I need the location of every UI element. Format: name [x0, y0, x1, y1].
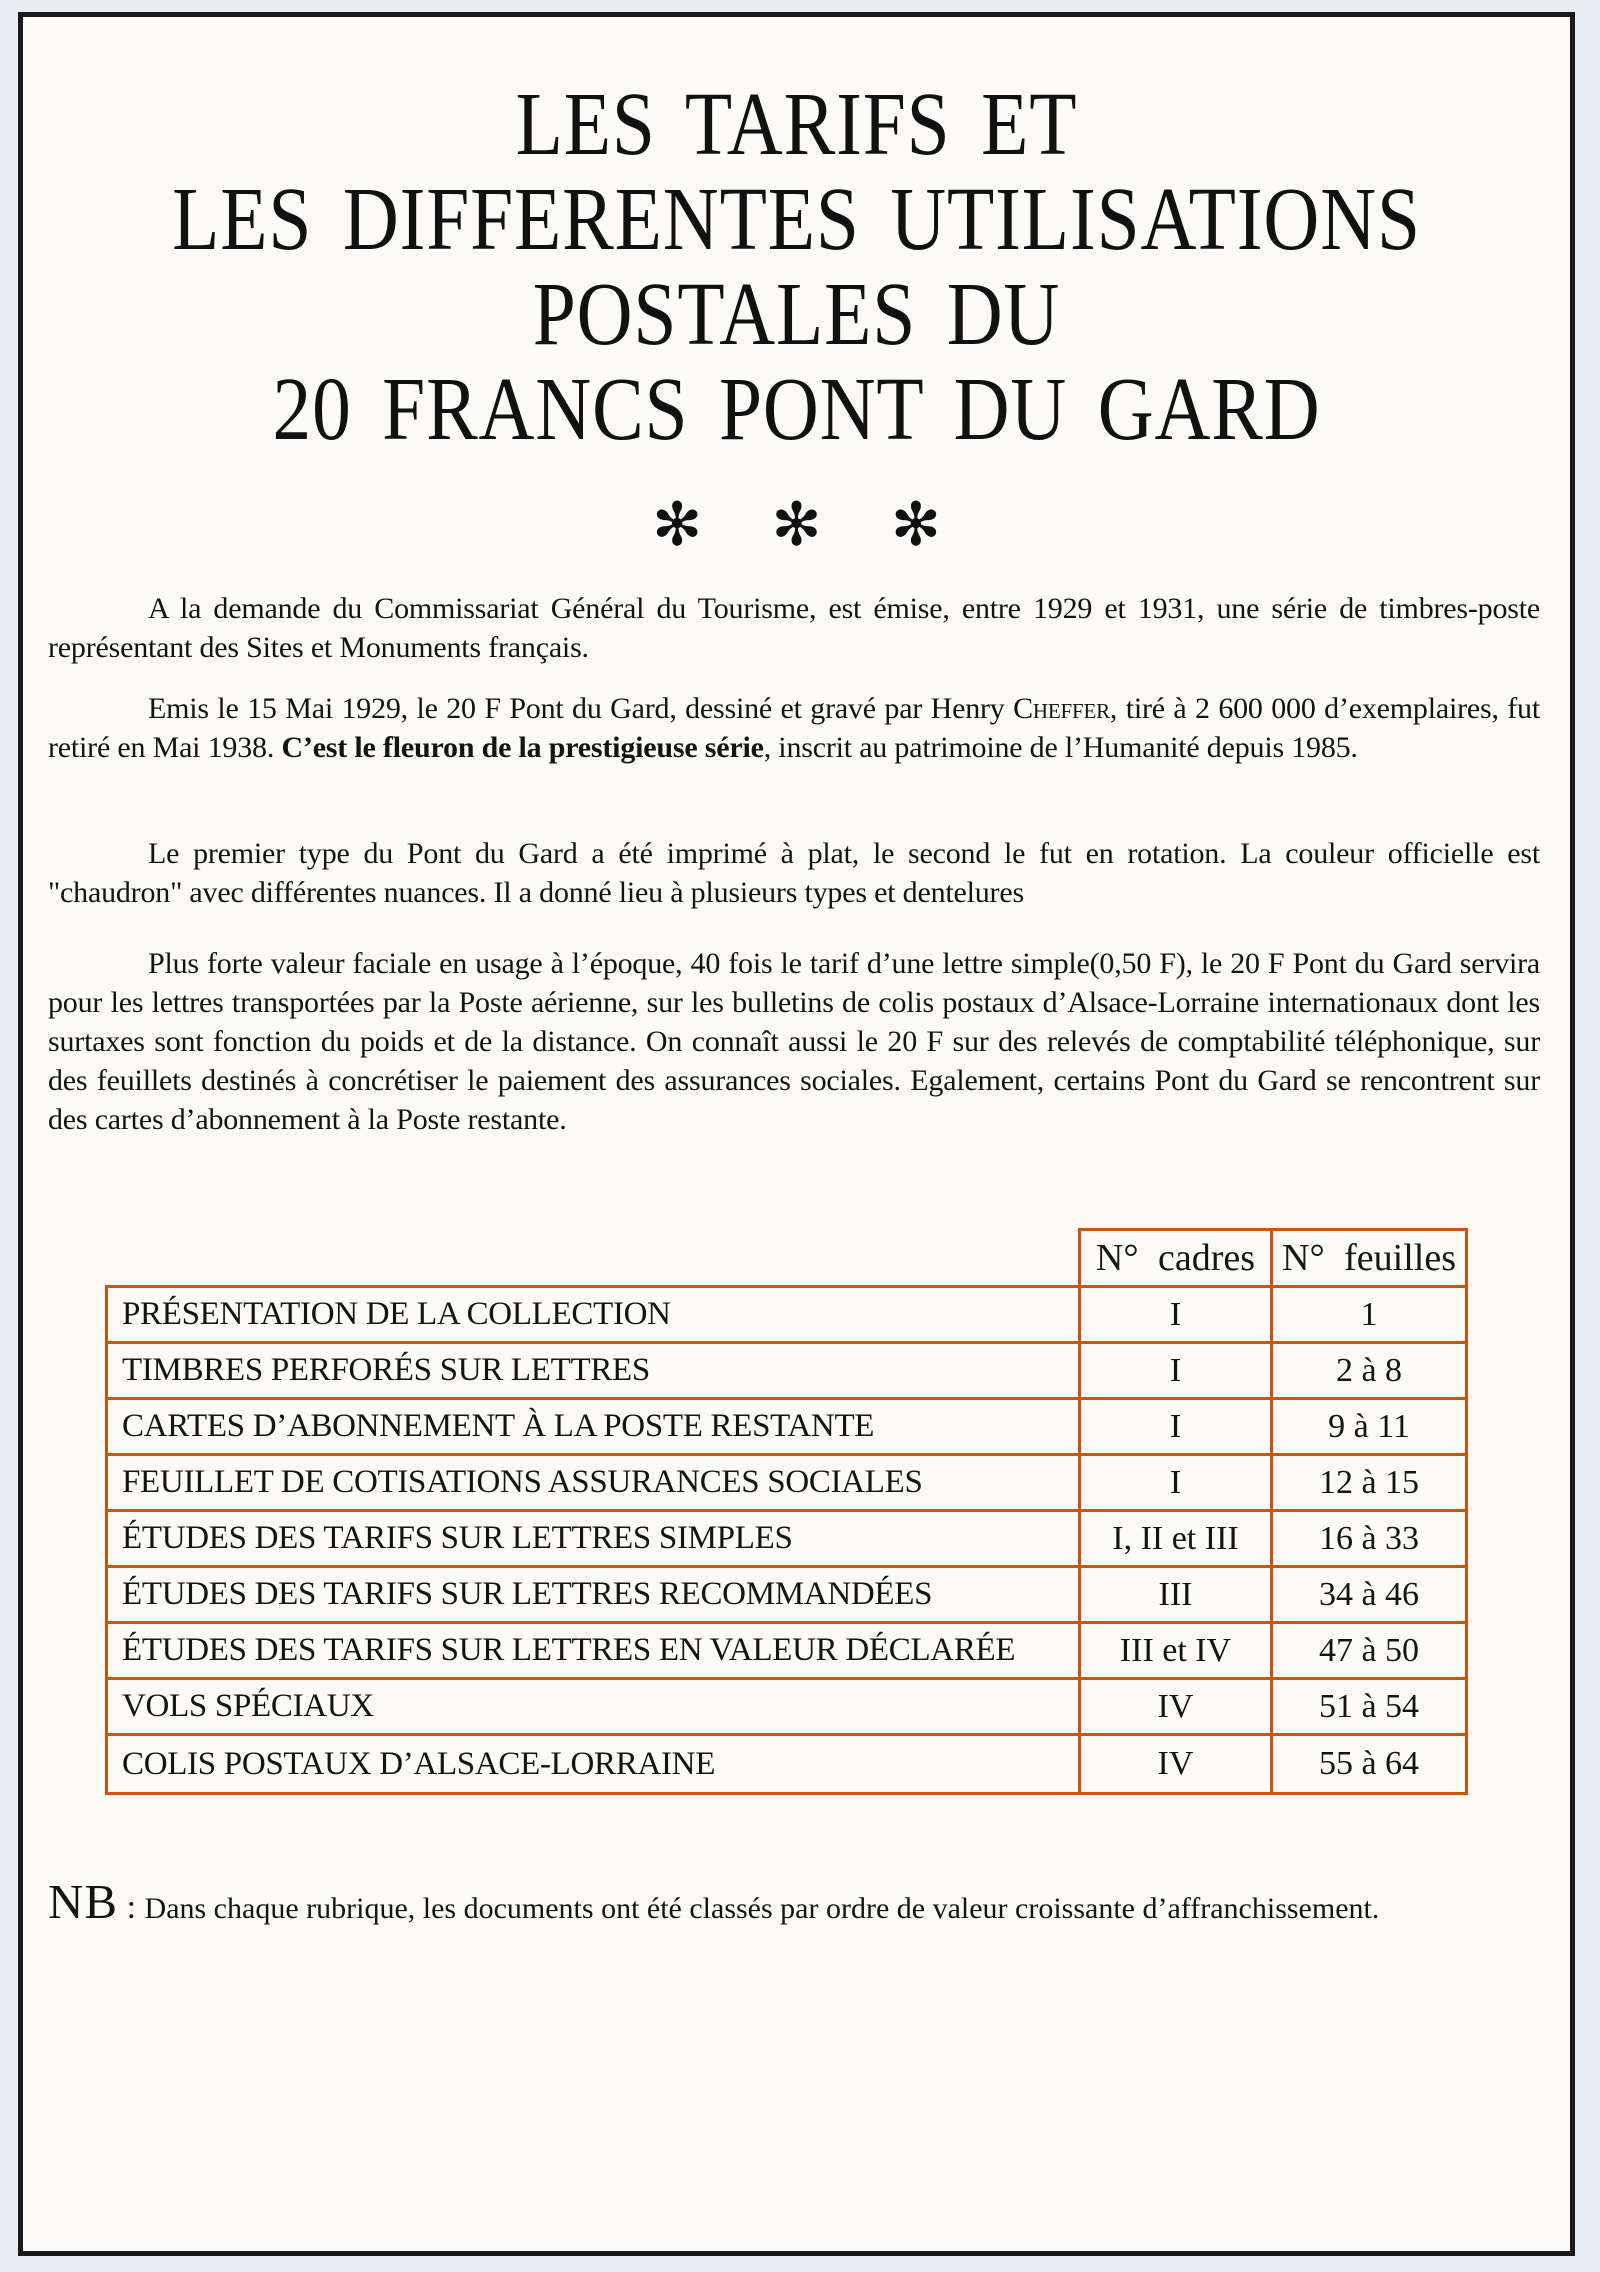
nb-text: Dans chaque rubrique, les documents ont été classés par ordre de valeur croissante d’affranchissement. — [144, 1892, 1380, 1925]
nb-separator: : — [118, 1889, 145, 1926]
feuilles-value: 47 à 50 — [1318, 1631, 1420, 1669]
engraver-name: Cheffer — [1013, 692, 1110, 725]
table-row — [108, 1736, 1465, 1792]
printing-paragraph — [48, 834, 1540, 912]
paragraph-text: , tiré à 2 600 000 d’exemplaires, fut retiré en Mai 1938. — [48, 692, 1540, 764]
title-line-3: POSTALES DU — [532, 265, 1061, 364]
highlighted-phrase: C’est le fleuron de la prestigieuse série — [281, 731, 764, 764]
cadres-value: IV — [1081, 1736, 1273, 1792]
paragraph-text: , inscrit au patrimoine de l’Humanité depuis 1985. — [763, 731, 1358, 764]
feuilles-value: 55 à 64 — [1318, 1745, 1420, 1782]
feuilles-value: 9 à 11 — [1328, 1407, 1410, 1445]
title-line-2: LES DIFFERENTES UTILISATIONS — [172, 170, 1421, 269]
feuilles-value: 2 à 8 — [1335, 1351, 1403, 1389]
table-row — [108, 1288, 1465, 1344]
row-label: ÉTUDES DES TARIFS SUR LETTRES SIMPLES — [108, 1512, 1081, 1565]
cadres-value: I — [1081, 1288, 1273, 1341]
paragraph-text: A la demande du Commissariat Général du Tourisme, est émise, entre 1929 et 1931, une série de timbres-poste représentant des Sites et Monuments français. — [48, 592, 1540, 664]
row-label: VOLS SPÉCIAUX — [108, 1680, 1081, 1733]
row-label: COLIS POSTAUX D’ALSACE-LORRAINE — [108, 1736, 1081, 1792]
contents-table — [105, 1285, 1468, 1795]
header-cadres: N° cadres — [1095, 1237, 1256, 1279]
nb-label: NB — [48, 1874, 119, 1929]
table-header — [1078, 1228, 1468, 1288]
usage-paragraph — [48, 944, 1540, 1139]
cadres-value: III — [1081, 1568, 1273, 1621]
cadres-value: I — [1081, 1400, 1273, 1453]
table-row — [108, 1512, 1465, 1568]
row-label: FEUILLET DE COTISATIONS ASSURANCES SOCIALES — [108, 1456, 1081, 1509]
paragraph-text: Emis le 15 Mai 1929, le 20 F Pont du Gard, dessiné et gravé par Henry — [148, 692, 1014, 725]
cadres-value: IV — [1081, 1680, 1273, 1733]
row-label: CARTES D’ABONNEMENT À LA POSTE RESTANTE — [108, 1400, 1081, 1453]
title-line-1: LES TARIFS ET — [515, 75, 1078, 174]
cadres-value: I, II et III — [1081, 1512, 1273, 1565]
table-row — [108, 1624, 1465, 1680]
document-title — [23, 77, 1570, 457]
row-label: TIMBRES PERFORÉS SUR LETTRES — [108, 1344, 1081, 1397]
page-frame — [18, 12, 1575, 2256]
cadres-value: III et IV — [1081, 1624, 1273, 1677]
paragraph-text: Le premier type du Pont du Gard a été imprimé à plat, le second le fut en rotation. La couleur officielle est "chaudron" avec différentes nuances. Il a donné lieu à plusieurs types et dentelures — [48, 837, 1540, 909]
header-feuilles: N° feuilles — [1270, 1231, 1465, 1285]
table-row — [108, 1400, 1465, 1456]
table-row — [108, 1344, 1465, 1400]
intro-paragraph — [48, 589, 1540, 667]
asterisk-ornament: ✻ ✻ ✻ — [652, 490, 941, 560]
feuilles-value: 12 à 15 — [1318, 1463, 1420, 1501]
cadres-value: I — [1081, 1344, 1273, 1397]
table-row — [108, 1680, 1465, 1736]
feuilles-value: 1 — [1360, 1295, 1378, 1333]
row-label: ÉTUDES DES TARIFS SUR LETTRES EN VALEUR DÉCLARÉE — [108, 1624, 1081, 1677]
feuilles-value: 51 à 54 — [1318, 1687, 1420, 1725]
feuilles-value: 16 à 33 — [1318, 1519, 1420, 1557]
table-row — [108, 1456, 1465, 1512]
row-label: ÉTUDES DES TARIFS SUR LETTRES RECOMMANDÉES — [108, 1568, 1081, 1621]
paragraph-text: Plus forte valeur faciale en usage à l’époque, 40 fois le tarif d’une lettre simple(0,50 F), le 20 F Pont du Gard servira pour les lettres transportées par la Poste aérienne, sur les bulletins de colis postaux d’Alsace-Lorraine internationaux dont les surtaxes sont fonction du poids et de la distance. On connaît aussi le 20 F sur des relevés de comptabilité téléphonique, sur des feuillets destinés à concrétiser le paiement des assurances sociales. Egalement, certains Pont du Gard se rencontrent sur des cartes d’abonnement à la Poste restante. — [48, 947, 1540, 1136]
table-row — [108, 1568, 1465, 1624]
nb-note — [48, 1873, 1548, 1930]
row-label: PRÉSENTATION DE LA COLLECTION — [108, 1288, 1081, 1341]
cadres-value: I — [1081, 1456, 1273, 1509]
emission-paragraph — [48, 689, 1540, 767]
title-line-4: 20 FRANCS PONT DU GARD — [272, 360, 1321, 459]
feuilles-value: 34 à 46 — [1318, 1575, 1420, 1613]
